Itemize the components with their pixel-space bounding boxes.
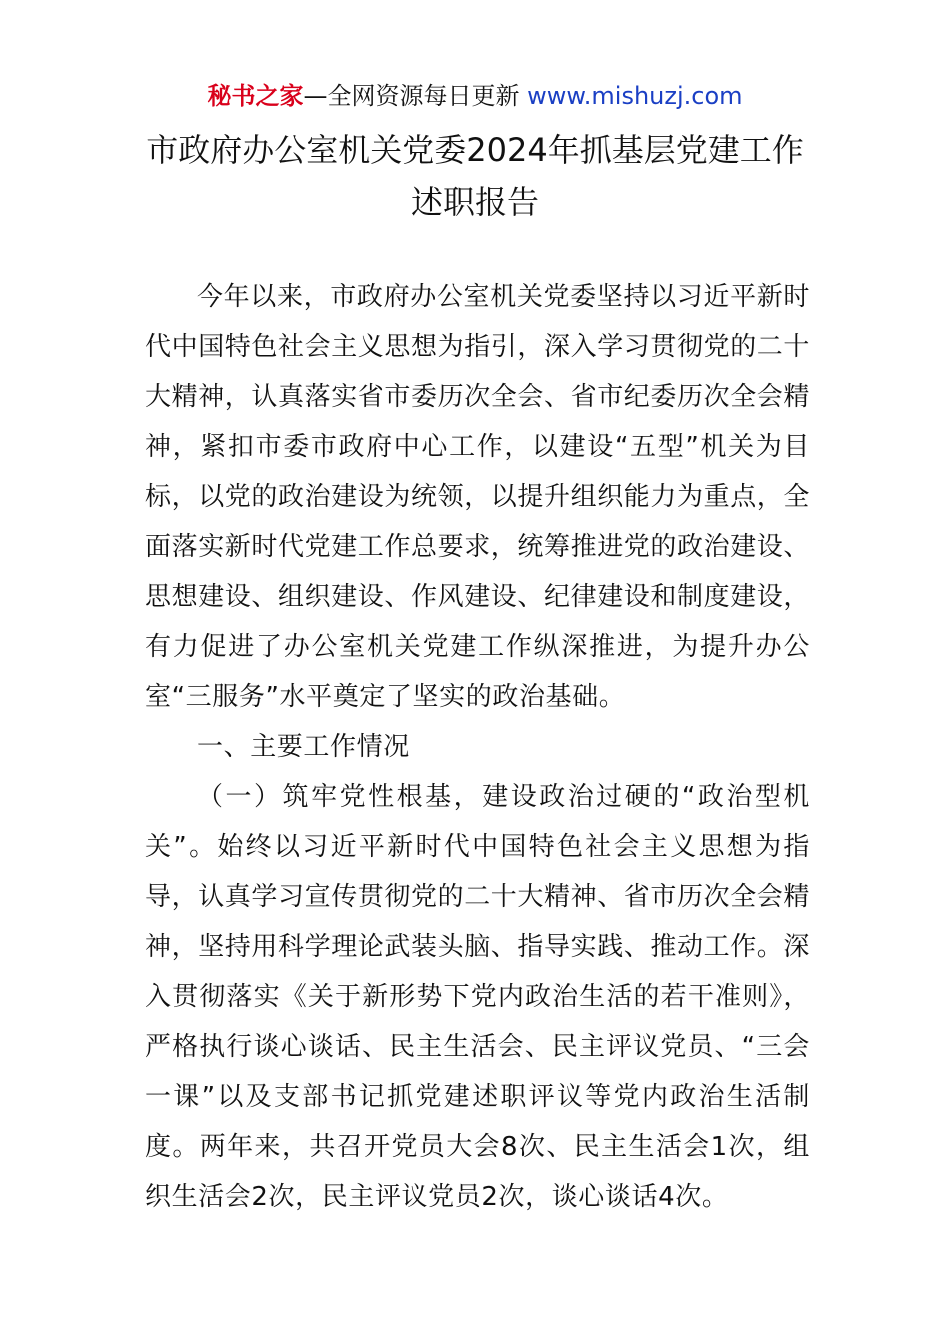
section-paragraph: （一）筑牢党性根基，建设政治过硬的“政治型机关”。始终以习近平新时代中国特色社会主义思想为指导，认真学习宣传贯彻党的二十大精神、省市历次全会精神，坚持用科学理论武装头脑、指导实践、推动工作。深入贯彻落实《关于新形势下党内政治生活的若干准则》，严格执行谈心谈话、民主生活会、民主评议党员、“三会一课”以及支部书记抓党建述职评议等党内政治生活制度。两年来，共召开党员大会8次、民主生活会1次，组织生活会2次，民主评议党员2次，谈心谈话4次。 bbox=[145, 782, 811, 1212]
document-body bbox=[145, 272, 810, 1222]
brand-name: 秘书之家 bbox=[207, 82, 304, 110]
title-line-2: 述职报告 bbox=[410, 183, 539, 221]
site-header bbox=[0, 80, 950, 112]
intro-paragraph: 今年以来，市政府办公室机关党委坚持以习近平新时代中国特色社会主义思想为指引，深入学习贯彻党的二十大精神，认真落实省市委历次全会、省市纪委历次全会精神，紧扣市委市政府中心工作，以建设“五型”机关为目标，以党的政治建设为统领，以提升组织能力为重点，全面落实新时代党建工作总要求，统筹推进党的政治建设、思想建设、组织建设、作风建设、纪律建设和制度建设，有力促进了办公室机关党建工作纵深推进，为提升办公室“三服务”水平奠定了坚实的政治基础。 bbox=[145, 282, 811, 712]
document-title bbox=[0, 124, 950, 228]
section-heading: 一、主要工作情况 bbox=[197, 732, 410, 762]
title-line-1: 市政府办公室机关党委2024年抓基层党建工作 bbox=[146, 131, 804, 169]
site-url-link[interactable]: www.mishuzj.com bbox=[527, 82, 743, 110]
site-tagline: —全网资源每日更新 bbox=[303, 82, 520, 110]
